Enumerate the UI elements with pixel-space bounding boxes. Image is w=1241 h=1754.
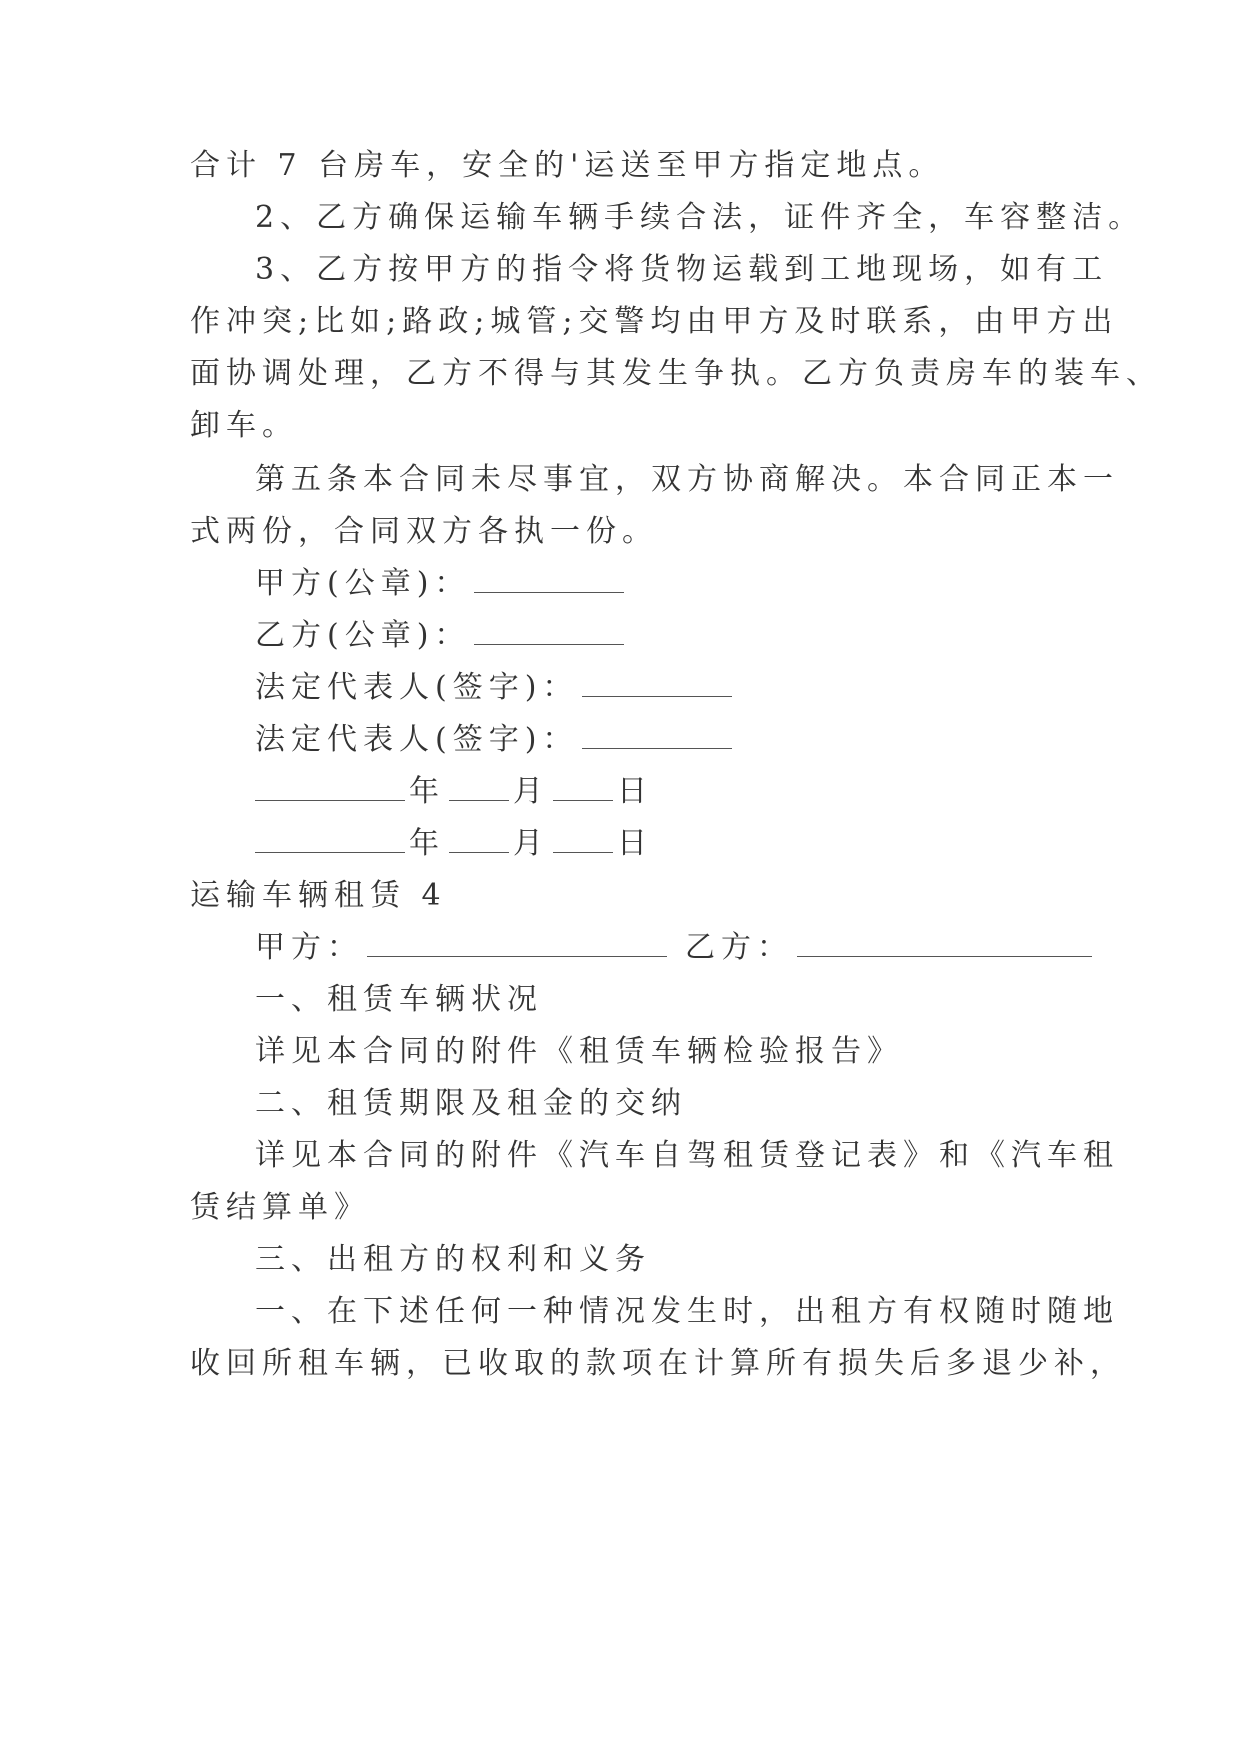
day-label: 日	[617, 826, 653, 861]
day-blank	[553, 826, 613, 853]
party-b-label: 乙方：	[685, 930, 793, 965]
text-line: 第五条本合同未尽事宜，双方协商解决。本合同正本一	[255, 462, 1119, 497]
month-blank	[449, 774, 509, 801]
text-line: 面协调处理，乙方不得与其发生争执。乙方负责房车的装车、	[190, 356, 1162, 391]
year-blank	[255, 774, 405, 801]
text-line: 详见本合同的附件《租赁车辆检验报告》	[255, 1034, 903, 1069]
text-line: 三、出租方的权利和义务	[255, 1242, 651, 1277]
party-b-blank	[797, 930, 1092, 957]
party-a-blank	[367, 930, 667, 957]
signature-blank	[474, 566, 624, 593]
month-label: 月	[513, 774, 549, 809]
text-line: 3、乙方按甲方的指令将货物运载到工地现场，如有工	[255, 252, 1109, 287]
signature-blank	[582, 670, 732, 697]
year-label: 年	[409, 826, 445, 861]
text-line: 合计 7 台房车，安全的'运送至甲方指定地点。	[190, 148, 945, 183]
text-line: 作冲突;比如;路政;城管;交警均由甲方及时联系，由甲方出	[190, 304, 1119, 339]
text-line: 赁结算单》	[190, 1190, 370, 1225]
signature-line-representative	[255, 720, 736, 760]
signature-label: 法定代表人(签字)：	[255, 670, 579, 705]
signature-label: 法定代表人(签字)：	[255, 722, 579, 757]
signature-blank	[474, 618, 624, 645]
date-line	[255, 772, 653, 812]
date-line	[255, 824, 653, 864]
month-label: 月	[513, 826, 549, 861]
signature-line-representative	[255, 668, 736, 708]
signature-line-party-a	[255, 564, 628, 604]
day-blank	[553, 774, 613, 801]
signature-blank	[582, 722, 732, 749]
text-line: 2、乙方确保运输车辆手续合法，证件齐全，车容整洁。	[255, 200, 1145, 235]
parties-line	[255, 928, 1096, 968]
day-label: 日	[617, 774, 653, 809]
signature-label: 乙方(公章)：	[255, 618, 471, 653]
text-line: 详见本合同的附件《汽车自驾租赁登记表》和《汽车租	[255, 1138, 1119, 1173]
month-blank	[449, 826, 509, 853]
section-title: 运输车辆租赁 4	[190, 878, 447, 913]
signature-line-party-b	[255, 616, 628, 656]
text-line: 一、在下述任何一种情况发生时，出租方有权随时随地	[255, 1294, 1119, 1329]
year-blank	[255, 826, 405, 853]
party-a-label: 甲方：	[255, 930, 363, 965]
year-label: 年	[409, 774, 445, 809]
text-line: 二、租赁期限及租金的交纳	[255, 1086, 687, 1121]
text-line: 一、租赁车辆状况	[255, 982, 543, 1017]
signature-label: 甲方(公章)：	[255, 566, 471, 601]
text-line: 卸车。	[190, 408, 298, 443]
text-line: 式两份，合同双方各执一份。	[190, 514, 658, 549]
text-line: 收回所租车辆，已收取的款项在计算所有损失后多退少补，	[190, 1346, 1126, 1381]
